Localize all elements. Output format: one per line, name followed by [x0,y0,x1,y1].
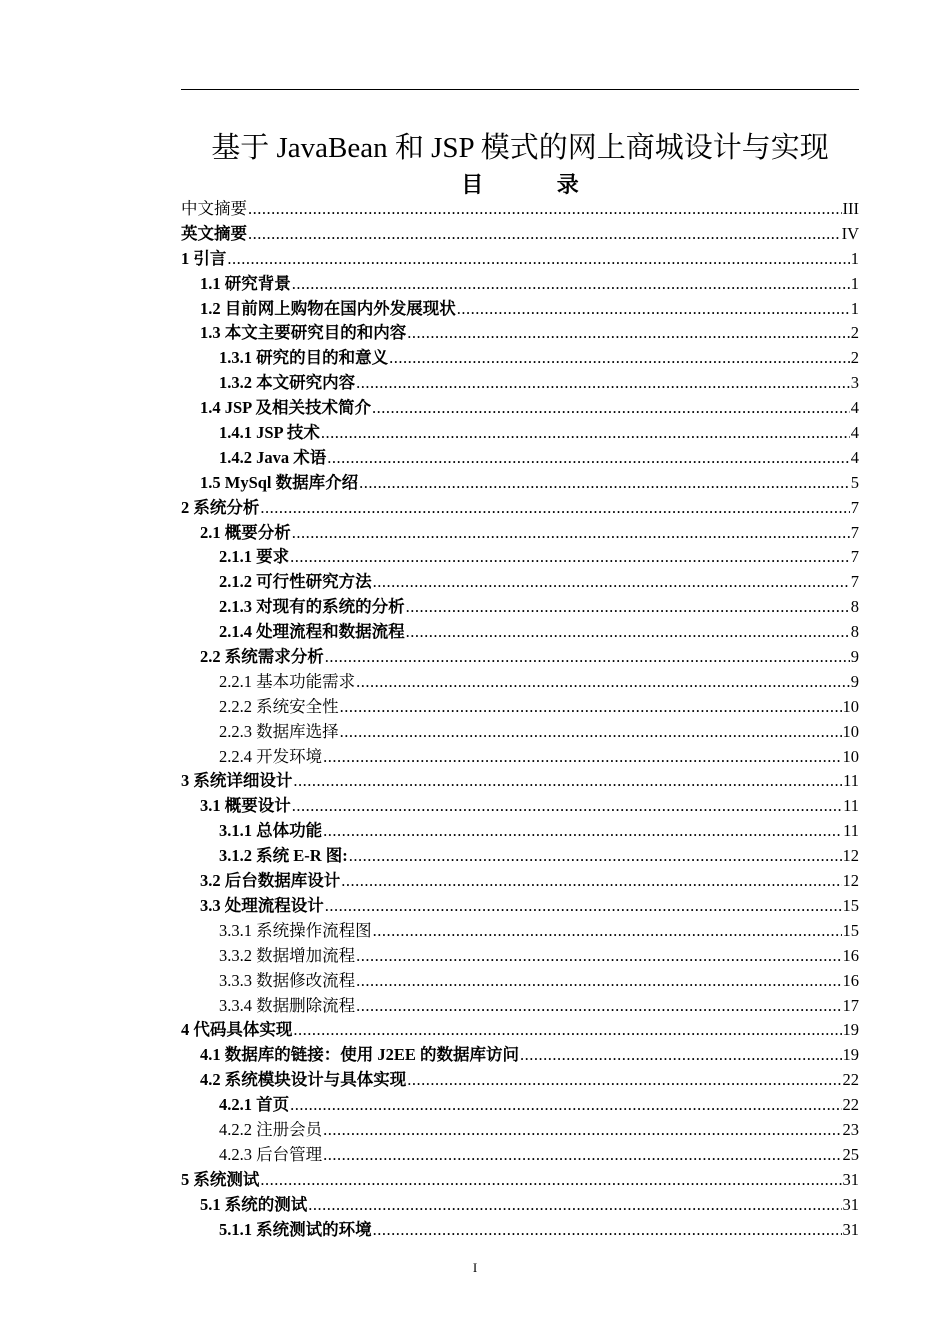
toc-entry-label: 3.3 处理流程设计 [200,895,324,915]
toc-entry-label: 3.3.2 数据增加流程 [219,945,356,965]
toc-entry-label: 2.1 概要分析 [200,522,291,542]
toc-leader-dots [227,247,849,272]
toc-heading: 目 录 [461,172,613,197]
toc-entry-page-number: 17 [842,995,859,1015]
header-rule [181,89,859,90]
toc-entry[interactable] [181,545,859,570]
toc-entry-label: 3.1 概要设计 [200,796,291,816]
toc-entry[interactable] [181,969,859,994]
toc-entry-page-number: 15 [842,920,859,940]
toc-entry[interactable] [181,346,859,371]
toc-entry[interactable] [181,496,859,521]
toc-entry-label: 4 代码具体实现 [181,1020,293,1040]
toc-leader-dots [407,321,850,346]
toc-leader-dots [325,645,850,670]
toc-entry[interactable] [181,595,859,620]
toc-entry-label: 5.1.1 系统测试的环境 [219,1219,372,1239]
toc-entry-page-number: 9 [850,647,859,667]
toc-entry[interactable] [181,1143,859,1168]
toc-leader-dots [359,471,850,496]
toc-entry-page-number: 4 [850,447,859,467]
toc-entry[interactable] [181,521,859,546]
toc-entry-label: 3.2 后台数据库设计 [200,871,341,891]
toc-leader-dots [293,1018,841,1043]
toc-entry-label: 4.2 系统模块设计与具体实现 [200,1070,407,1090]
toc-leader-dots [341,869,841,894]
toc-entry[interactable] [181,944,859,969]
toc-entry-label: 2 系统分析 [181,497,260,517]
toc-entry[interactable] [181,894,859,919]
toc-leader-dots [373,570,850,595]
toc-leader-dots [340,720,842,745]
toc-leader-dots [327,446,850,471]
toc-entry-label: 4.2.2 注册会员 [219,1119,323,1139]
toc-entry[interactable] [181,670,859,695]
toc-entry-label: 3.3.3 数据修改流程 [219,970,356,990]
footer-page-number: I [472,1260,478,1275]
toc-leader-dots [260,496,849,521]
toc-entry-page-number: 9 [850,671,859,691]
toc-entry-label: 3.1.2 系统 E-R 图: [219,846,348,866]
toc-entry[interactable] [181,297,859,322]
toc-entry-label: 2.1.4 处理流程和数据流程 [219,622,405,642]
toc-leader-dots [323,1118,841,1143]
toc-entry-label: 2.2.3 数据库选择 [219,721,339,741]
toc-leader-dots [356,994,841,1019]
toc-entry-label: 2.2.4 开发环境 [219,746,323,766]
toc-entry[interactable] [181,371,859,396]
toc-entry-label: 1.4.2 Java 术语 [219,447,327,467]
toc-entry-label: 2.2.1 基本功能需求 [219,671,356,691]
toc-leader-dots [520,1043,841,1068]
toc-entry[interactable] [181,695,859,720]
toc-entry-label: 5 系统测试 [181,1169,260,1189]
toc-entry[interactable] [181,1093,859,1118]
toc-entry-label: 5.1 系统的测试 [200,1194,308,1214]
toc-entry-page-number: 10 [842,721,859,741]
toc-entry-page-number: 12 [842,871,859,891]
toc-entry-page-number: 8 [850,622,859,642]
toc-entry-label: 3 系统详细设计 [181,771,293,791]
toc-leader-dots [340,695,842,720]
toc-entry-page-number: 10 [842,746,859,766]
toc-leader-dots [248,197,842,222]
toc-entry-page-number: 31 [842,1194,859,1214]
toc-entry-page-number: 7 [850,522,859,542]
toc-entry-page-number: 19 [842,1045,859,1065]
toc-leader-dots [325,894,842,919]
toc-entry-label: 2.2.2 系统安全性 [219,696,339,716]
toc-entry-page-number: 7 [850,547,859,567]
toc-entry[interactable] [181,1068,859,1093]
toc-entry-page-number: 4 [850,423,859,443]
toc-entry-label: 3.1.1 总体功能 [219,821,323,841]
toc-leader-dots [406,595,850,620]
toc-entry-label: 1.5 MySql 数据库介绍 [200,472,359,492]
toc-entry-label: 中文摘要 [181,199,247,218]
toc-entry[interactable] [181,1018,859,1043]
toc-entry-page-number: 3 [850,373,859,393]
toc-leader-dots [290,545,850,570]
toc-entry[interactable] [181,570,859,595]
toc-entry[interactable] [181,869,859,894]
toc-entry-page-number: 10 [842,696,859,716]
toc-leader-dots [356,670,850,695]
toc-entry-label: 2.1.2 可行性研究方法 [219,572,372,592]
toc-entry-page-number: 7 [850,497,859,517]
toc-leader-dots [389,346,850,371]
toc-entry[interactable] [181,446,859,471]
toc-entry-page-number: 22 [842,1070,859,1090]
toc-entry-page-number: 4 [850,398,859,418]
toc-entry-page-number: 25 [842,1144,859,1164]
document-title: 基于 JavaBean 和 JSP 模式的网上商城设计与实现 [211,132,829,164]
toc-entry[interactable] [181,1218,859,1243]
toc-entry[interactable] [181,1193,859,1218]
toc-entry-page-number: 19 [842,1020,859,1040]
toc-leader-dots [323,819,842,844]
toc-entry-label: 2.1.3 对现有的系统的分析 [219,597,405,617]
toc-entry-page-number: 23 [842,1119,859,1139]
toc-entry-label: 4.2.3 后台管理 [219,1144,323,1164]
toc-entry-label: 3.3.4 数据删除流程 [219,995,356,1015]
toc-entry[interactable] [181,471,859,496]
toc-entry-label: 4.1 数据库的链接：使用 J2EE 的数据库访问 [200,1045,520,1065]
toc-leader-dots [406,620,850,645]
toc-entry-page-number: 8 [850,597,859,617]
toc-entry-label: 1.3.2 本文研究内容 [219,373,356,393]
toc-entry[interactable] [181,1043,859,1068]
toc-entry-page-number: IV [841,223,859,243]
toc-entry-page-number: 11 [843,821,859,841]
toc-leader-dots [356,969,841,994]
toc-entry-page-number: 1 [850,273,859,293]
toc-entry[interactable] [181,769,859,794]
toc-entry-page-number: 2 [850,348,859,368]
toc-entry-page-number: 5 [850,472,859,492]
toc-leader-dots [323,1143,841,1168]
toc-entry-page-number: 11 [843,771,859,791]
toc-entry-page-number: 15 [842,895,859,915]
toc-entry-page-number: 12 [842,846,859,866]
toc-entry-page-number: 7 [850,572,859,592]
toc-leader-dots [290,1093,841,1118]
toc-entry[interactable] [181,745,859,770]
toc-entry-label: 1.3.1 研究的目的和意义 [219,348,389,368]
toc-leader-dots [323,745,841,770]
toc-entry-page-number: 11 [843,796,859,816]
toc-leader-dots [373,1218,842,1243]
toc-entry-page-number: III [842,199,859,218]
toc-entry-page-number: 1 [850,248,859,268]
toc-leader-dots [292,794,842,819]
toc-entry[interactable] [181,421,859,446]
toc-entry[interactable] [181,247,859,272]
toc-entry[interactable] [181,620,859,645]
toc-entry[interactable] [181,1118,859,1143]
toc-entry[interactable] [181,321,859,346]
toc-entry-page-number: 22 [842,1095,859,1115]
toc-entry-label: 1.1 研究背景 [200,273,291,293]
toc-entry[interactable] [181,994,859,1019]
toc-entry-label: 3.3.1 系统操作流程图 [219,920,372,940]
toc-entry-label: 1.4.1 JSP 技术 [219,423,320,443]
toc-entry[interactable] [181,844,859,869]
toc-entry-label: 1.4 JSP 及相关技术简介 [200,398,371,418]
toc-leader-dots [356,944,841,969]
toc-leader-dots [321,421,850,446]
toc-entry-label: 英文摘要 [181,223,247,243]
toc-entry-page-number: 1 [850,298,859,318]
toc-leader-dots [372,396,850,421]
toc-leader-dots [292,272,850,297]
toc-entry-page-number: 16 [842,970,859,990]
toc-leader-dots [356,371,850,396]
toc-entry-page-number: 31 [842,1219,859,1239]
toc-entry[interactable] [181,396,859,421]
toc-entry-label: 1.2 目前网上购物在国内外发展现状 [200,298,456,318]
toc-leader-dots [457,297,850,322]
table-of-contents [181,197,859,1242]
toc-entry-label: 2.2 系统需求分析 [200,647,324,667]
toc-entry[interactable] [181,197,859,222]
toc-leader-dots [308,1193,841,1218]
toc-entry[interactable] [181,919,859,944]
toc-entry-page-number: 16 [842,945,859,965]
toc-entry-page-number: 2 [850,323,859,343]
toc-leader-dots [248,222,841,247]
toc-entry-label: 4.2.1 首页 [219,1095,290,1115]
toc-leader-dots [260,1168,841,1193]
toc-entry-label: 1.3 本文主要研究目的和内容 [200,323,407,343]
toc-leader-dots [349,844,842,869]
toc-entry[interactable] [181,272,859,297]
toc-leader-dots [293,769,842,794]
toc-leader-dots [373,919,842,944]
toc-entry[interactable] [181,222,859,247]
toc-entry[interactable] [181,1168,859,1193]
toc-entry-label: 2.1.1 要求 [219,547,290,567]
toc-entry[interactable] [181,720,859,745]
toc-entry-label: 1 引言 [181,248,227,268]
toc-entry-page-number: 31 [842,1169,859,1189]
toc-leader-dots [407,1068,841,1093]
toc-leader-dots [292,521,850,546]
toc-entry[interactable] [181,645,859,670]
toc-entry[interactable] [181,819,859,844]
toc-entry[interactable] [181,794,859,819]
